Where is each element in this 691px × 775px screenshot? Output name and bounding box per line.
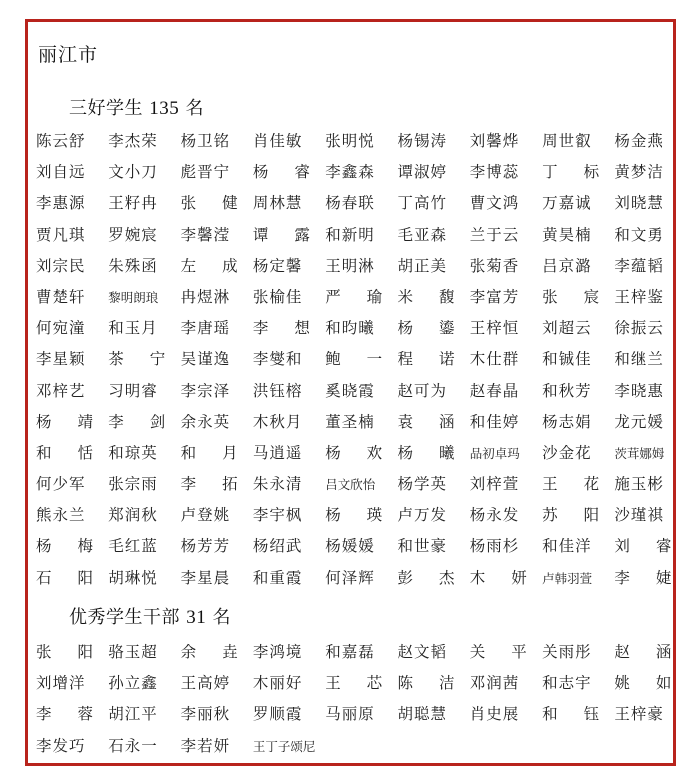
name-grid-merit-students (36, 126, 687, 594)
student-name: 杨 靖 (36, 412, 94, 431)
student-name: 卢韩羽萱 (542, 570, 593, 586)
student-name: 李馨滢 (180, 225, 231, 244)
student-name: 李 想 (252, 319, 311, 338)
student-name: 和新明 (325, 225, 375, 244)
student-name: 邓润茜 (469, 674, 520, 693)
student-name: 吕文欣怡 (325, 477, 376, 493)
section-unit: 名 (185, 98, 204, 119)
student-name: 李燮和 (252, 350, 303, 369)
student-name: 李 拓 (180, 475, 239, 494)
student-name: 李宇枫 (252, 506, 303, 525)
student-name: 龙元媛 (614, 412, 664, 431)
student-name: 王梓恒 (469, 319, 520, 338)
student-name: 木 妍 (469, 568, 528, 587)
student-name: 施玉彬 (614, 475, 664, 494)
student-name: 何宛潼 (36, 319, 86, 338)
student-name: 和佳洋 (542, 537, 592, 556)
student-name: 王 芯 (325, 674, 384, 693)
student-name: 木仕群 (469, 350, 520, 369)
section-title-outstanding-cadres (69, 603, 231, 629)
student-name: 刘增洋 (36, 674, 86, 693)
student-name: 杨 梅 (36, 537, 94, 556)
student-name: 李星晨 (180, 568, 231, 587)
student-name: 李鸿境 (252, 643, 303, 661)
student-name: 鲍 一 (325, 350, 384, 369)
student-name: 刘宗民 (36, 256, 86, 275)
student-name: 杨学英 (397, 475, 447, 494)
section-title-merit-students (69, 94, 204, 120)
student-name: 曹楚轩 (36, 287, 86, 306)
student-name: 杨 睿 (252, 163, 311, 182)
student-name: 杨永发 (469, 506, 520, 525)
student-name: 王梓鉴 (614, 287, 664, 306)
section-count: 135 (149, 98, 180, 119)
student-name: 李蕴韬 (614, 256, 664, 275)
student-name: 和嘉磊 (325, 643, 375, 661)
student-name: 和铖佳 (542, 350, 592, 369)
student-name: 和玉月 (108, 319, 158, 338)
student-name: 杨媛媛 (325, 537, 375, 556)
student-name: 黄昊楠 (542, 225, 592, 244)
student-name: 刘 睿 (614, 537, 673, 556)
student-name: 和昀曦 (325, 319, 375, 338)
student-name: 冉煜淋 (180, 287, 231, 306)
student-name: 杨 曦 (397, 443, 456, 462)
student-name: 和琼英 (108, 443, 158, 462)
student-name: 朱永清 (252, 475, 303, 494)
student-name: 李鑫森 (325, 163, 375, 182)
student-name: 马逍遥 (252, 443, 303, 462)
city-heading: 丽江市 (38, 44, 99, 66)
student-name: 杨 欢 (325, 443, 384, 462)
student-name: 严 瑜 (325, 287, 384, 306)
student-name: 木秋月 (252, 412, 303, 431)
student-name: 王高婷 (180, 674, 231, 693)
student-name: 李博蕊 (469, 163, 520, 182)
student-name: 茨茸娜姆 (614, 445, 665, 461)
student-name: 吕京潞 (542, 256, 592, 275)
student-name: 杨金燕 (614, 132, 664, 150)
student-name: 马丽原 (325, 705, 375, 724)
student-name: 张 健 (180, 194, 239, 213)
student-name: 张 宸 (542, 287, 601, 306)
student-name: 习明睿 (108, 381, 158, 400)
student-name: 和志宇 (542, 674, 592, 693)
student-name: 李星颖 (36, 350, 86, 369)
student-name: 吴谨逸 (180, 350, 231, 369)
student-name: 张明悦 (325, 132, 375, 150)
student-name: 和秋芳 (542, 381, 592, 400)
student-name: 肖史展 (469, 705, 520, 724)
student-name: 和 月 (180, 443, 239, 462)
student-name: 杨春联 (325, 194, 375, 213)
student-name: 胡聪慧 (397, 705, 447, 724)
student-name: 和 钰 (542, 705, 601, 724)
student-name: 杨雨杉 (469, 537, 520, 556)
student-name: 李若妍 (180, 736, 231, 755)
student-name: 奚晓霞 (325, 381, 375, 400)
student-name: 彪晋宁 (180, 163, 231, 182)
student-name: 杨卫铭 (180, 132, 231, 150)
student-name: 杨定馨 (252, 256, 303, 275)
student-name: 谭淑婷 (397, 163, 447, 182)
student-name: 刘晓慧 (614, 194, 664, 213)
document-frame (25, 19, 676, 766)
student-name: 谭 露 (252, 225, 311, 244)
student-name: 朱殊函 (108, 256, 158, 275)
student-name: 贾凡琪 (36, 225, 86, 244)
student-name: 品初卓玛 (469, 445, 520, 461)
student-name: 王明淋 (325, 256, 375, 275)
name-grid-outstanding-cadres (36, 637, 687, 762)
student-name: 胡江平 (108, 705, 158, 724)
section-title-label: 优秀学生干部 (69, 607, 180, 628)
student-name: 和世豪 (397, 537, 447, 556)
student-name: 赵春晶 (469, 381, 520, 400)
student-name: 王籽冉 (108, 194, 158, 213)
student-name: 王梓豪 (614, 705, 664, 724)
student-name: 胡正美 (397, 256, 447, 275)
student-name: 李 剑 (108, 412, 167, 431)
student-name: 张宗雨 (108, 475, 158, 494)
student-name: 和佳婷 (469, 412, 520, 431)
student-name: 兰于云 (469, 225, 520, 244)
student-name: 孙立鑫 (108, 674, 158, 693)
student-name: 李杰荣 (108, 132, 158, 150)
student-name: 沙金花 (542, 443, 592, 462)
student-name: 骆玉超 (108, 643, 158, 661)
student-name: 王丁子颂尼 (252, 738, 316, 754)
student-name: 毛红蓝 (108, 537, 158, 556)
student-name: 李丽秋 (180, 705, 231, 724)
student-name: 李 婕 (614, 568, 673, 587)
student-name: 胡琳悦 (108, 568, 158, 587)
student-name: 和继兰 (614, 350, 664, 369)
student-name: 万嘉诚 (542, 194, 592, 213)
student-name: 刘馨烨 (469, 132, 520, 150)
student-name: 杨 瑛 (325, 506, 384, 525)
student-name: 董圣楠 (325, 412, 375, 431)
student-name: 程 诺 (397, 350, 456, 369)
student-name: 罗顺霞 (252, 705, 303, 724)
student-name: 李 蓉 (36, 705, 94, 724)
student-name: 黄梦洁 (614, 163, 664, 182)
student-name: 杨芳芳 (180, 537, 231, 556)
student-name: 杨志娟 (542, 412, 592, 431)
student-name: 刘梓萱 (469, 475, 520, 494)
student-name: 文小刀 (108, 163, 158, 182)
student-name: 袁 涵 (397, 412, 456, 431)
student-name: 周林慧 (252, 194, 303, 213)
student-name: 洪钰榕 (252, 381, 303, 400)
student-name: 何少军 (36, 475, 86, 494)
student-name: 徐振云 (614, 319, 664, 338)
student-name: 陈 洁 (397, 674, 456, 693)
student-name: 肖佳敏 (252, 132, 303, 150)
student-name: 茶 宁 (108, 350, 167, 369)
student-name: 杨锡涛 (397, 132, 447, 150)
student-name: 曹文鸿 (469, 194, 520, 213)
student-name: 罗婉宸 (108, 225, 158, 244)
student-name: 熊永兰 (36, 506, 86, 525)
student-name: 赵文韬 (397, 643, 447, 661)
student-name: 杨绍武 (252, 537, 303, 556)
student-name: 周世叡 (542, 132, 592, 150)
student-name: 木丽好 (252, 674, 303, 693)
student-name: 李惠源 (36, 194, 86, 213)
student-name: 李宗泽 (180, 381, 231, 400)
student-name: 和重霞 (252, 568, 303, 587)
section-count: 31 (186, 607, 207, 628)
student-name: 郑润秋 (108, 506, 158, 525)
student-name: 余 垚 (180, 643, 239, 661)
student-name: 苏 阳 (542, 506, 601, 525)
student-name: 彭 杰 (397, 568, 456, 587)
student-name: 张榆佳 (252, 287, 303, 306)
student-name: 丁高竹 (397, 194, 447, 213)
student-name: 李发巧 (36, 736, 86, 755)
student-name: 卢登姚 (180, 506, 231, 525)
student-name: 石 阳 (36, 568, 94, 587)
student-name: 李唐瑶 (180, 319, 231, 338)
student-name: 刘超云 (542, 319, 592, 338)
student-name: 和 恬 (36, 443, 94, 462)
student-name: 毛亚森 (397, 225, 447, 244)
student-name: 关 平 (469, 643, 528, 661)
student-name: 卢万发 (397, 506, 447, 525)
section-unit: 名 (212, 607, 231, 628)
student-name: 赵 涵 (614, 643, 673, 661)
student-name: 陈云舒 (36, 132, 86, 150)
student-name: 关雨彤 (542, 643, 592, 661)
student-name: 赵可为 (397, 381, 447, 400)
student-name: 左 成 (180, 256, 239, 275)
student-name: 张菊香 (469, 256, 520, 275)
student-name: 张 阳 (36, 643, 94, 661)
student-name: 沙瑾祺 (614, 506, 664, 525)
student-name: 和文勇 (614, 225, 664, 244)
student-name: 刘自远 (36, 163, 86, 182)
student-name: 王 花 (542, 475, 601, 494)
student-name: 邓梓艺 (36, 381, 86, 400)
student-name: 黎明朗琅 (108, 289, 159, 305)
student-name: 李富芳 (469, 287, 520, 306)
student-name: 米 馥 (397, 287, 456, 306)
student-name: 姚 如 (614, 674, 673, 693)
student-name: 杨 鎏 (397, 319, 456, 338)
section-title-label: 三好学生 (69, 98, 143, 119)
student-name: 丁 标 (542, 163, 601, 182)
student-name: 石永一 (108, 736, 158, 755)
student-name: 余永英 (180, 412, 231, 431)
student-name: 何泽辉 (325, 568, 375, 587)
student-name: 李晓惠 (614, 381, 664, 400)
